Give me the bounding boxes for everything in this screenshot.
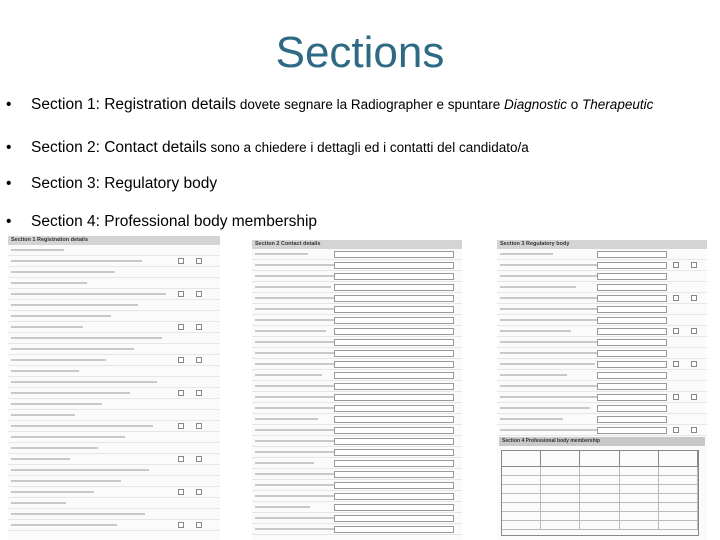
form-row-label-line bbox=[11, 524, 117, 526]
form-row-label-line bbox=[11, 282, 87, 284]
form-field-box bbox=[334, 306, 454, 313]
form-row-label-line bbox=[11, 370, 79, 372]
form-checkbox bbox=[178, 423, 184, 429]
form-row bbox=[252, 359, 462, 370]
form-field-box bbox=[597, 394, 667, 401]
form-header: Section 2 Contact details bbox=[252, 240, 462, 249]
form-checkbox bbox=[196, 258, 202, 264]
form-row-label-line bbox=[255, 330, 326, 332]
form-row-label-line bbox=[11, 293, 166, 295]
form-row-label-line bbox=[500, 286, 576, 288]
form-row bbox=[252, 447, 462, 458]
form-row bbox=[8, 421, 220, 432]
form-checkbox bbox=[196, 390, 202, 396]
form-field-box bbox=[334, 317, 454, 324]
form-field-box bbox=[334, 383, 454, 390]
form-field-box bbox=[334, 273, 454, 280]
form-row-label-line bbox=[255, 418, 318, 420]
form-row bbox=[8, 399, 220, 410]
form-checkbox bbox=[178, 456, 184, 462]
form-checkbox bbox=[691, 394, 697, 400]
form-row bbox=[8, 388, 220, 399]
form-row-label-line bbox=[11, 513, 145, 515]
form-field-box bbox=[334, 504, 454, 511]
form-row bbox=[252, 326, 462, 337]
slide-title: Sections bbox=[275, 28, 445, 77]
form-row-label-line bbox=[11, 271, 115, 273]
form-checkbox bbox=[178, 522, 184, 528]
form-checkbox bbox=[673, 295, 679, 301]
form-row bbox=[497, 348, 707, 359]
form-row bbox=[252, 293, 462, 304]
form-row bbox=[8, 245, 220, 256]
form-row-label-line bbox=[500, 418, 563, 420]
form-row bbox=[497, 293, 707, 304]
bullet-rest: sono a chiedere i dettagli ed i contatti del candidato/a bbox=[206, 140, 529, 155]
form-checkbox bbox=[691, 361, 697, 367]
form-row bbox=[252, 260, 462, 271]
bullet-rest-mid: o bbox=[567, 97, 583, 112]
form-checkbox bbox=[673, 394, 679, 400]
form-header: Section 3 Regulatory body bbox=[497, 240, 707, 249]
form-field-box bbox=[597, 405, 667, 412]
form-checkbox bbox=[673, 328, 679, 334]
form-row bbox=[8, 322, 220, 333]
form-row-label-line bbox=[11, 315, 111, 317]
form-field-box bbox=[597, 284, 667, 291]
form-row bbox=[8, 487, 220, 498]
form-row bbox=[497, 326, 707, 337]
form-row bbox=[8, 454, 220, 465]
form-row bbox=[497, 359, 707, 370]
form-row-label-line bbox=[11, 480, 121, 482]
form-field-box bbox=[597, 306, 667, 313]
form-row-label-line bbox=[11, 436, 125, 438]
form-row-label-line bbox=[255, 506, 310, 508]
form-field-box bbox=[334, 262, 454, 269]
form-field-box bbox=[334, 284, 454, 291]
form-row bbox=[252, 348, 462, 359]
form-row bbox=[497, 249, 707, 260]
form-field-box bbox=[334, 361, 454, 368]
form-row-label-line bbox=[11, 425, 153, 427]
form-checkbox bbox=[178, 291, 184, 297]
form-row bbox=[497, 315, 707, 326]
form-row-label-line bbox=[11, 304, 138, 306]
form-row-label-line bbox=[11, 260, 142, 262]
form-checkbox bbox=[691, 427, 697, 433]
form-row bbox=[8, 344, 220, 355]
form-checkbox bbox=[691, 295, 697, 301]
form-row bbox=[8, 377, 220, 388]
form-row-label-line bbox=[500, 319, 599, 321]
form-field-box bbox=[334, 493, 454, 500]
form-row bbox=[252, 249, 462, 260]
form-row bbox=[497, 260, 707, 271]
form-row bbox=[252, 524, 462, 535]
form-field-box bbox=[597, 361, 667, 368]
form-checkbox bbox=[178, 324, 184, 330]
form-scan-registration bbox=[8, 236, 220, 540]
form-row-label-line bbox=[11, 381, 157, 383]
form-scan-regulatory bbox=[497, 240, 707, 540]
form-row bbox=[8, 355, 220, 366]
form-row bbox=[8, 333, 220, 344]
form-row bbox=[252, 337, 462, 348]
form-checkbox bbox=[196, 489, 202, 495]
form-row bbox=[252, 381, 462, 392]
form-row-label-line bbox=[500, 374, 567, 376]
form-row bbox=[8, 300, 220, 311]
form-row-label-line bbox=[255, 407, 345, 409]
form-row-label-line bbox=[11, 392, 130, 394]
bullet-icon: • bbox=[6, 139, 12, 156]
form-checkbox bbox=[196, 456, 202, 462]
bullet-lead: Section 3: Regulatory body bbox=[31, 175, 218, 192]
form-row bbox=[252, 315, 462, 326]
form-field-box bbox=[597, 350, 667, 357]
form-field-box bbox=[597, 383, 667, 390]
form-row bbox=[497, 337, 707, 348]
form-field-box bbox=[334, 471, 454, 478]
form-row bbox=[497, 425, 707, 436]
form-row bbox=[8, 476, 220, 487]
form-field-box bbox=[334, 526, 454, 533]
bullet-icon: • bbox=[6, 175, 12, 192]
form-field-box bbox=[334, 449, 454, 456]
form-field-box bbox=[334, 438, 454, 445]
form-field-box bbox=[334, 372, 454, 379]
form-field-box bbox=[334, 350, 454, 357]
form-row bbox=[497, 414, 707, 425]
form-checkbox bbox=[178, 258, 184, 264]
form-field-box bbox=[597, 251, 667, 258]
form-row bbox=[252, 502, 462, 513]
form-row bbox=[497, 403, 707, 414]
form-checkbox bbox=[691, 328, 697, 334]
form-field-box bbox=[597, 262, 667, 269]
form-row-label-line bbox=[255, 286, 331, 288]
form-row-label-line bbox=[500, 253, 553, 255]
form-row-label-line bbox=[11, 348, 134, 350]
form-checkbox bbox=[196, 357, 202, 363]
form-subheader: Section 4 Professional body membership bbox=[499, 437, 705, 446]
form-field-box bbox=[334, 251, 454, 258]
form-row-label-line bbox=[11, 359, 106, 361]
form-field-box bbox=[597, 416, 667, 423]
form-field-box bbox=[597, 273, 667, 280]
form-row bbox=[252, 370, 462, 381]
form-field-box bbox=[334, 460, 454, 467]
form-field-box bbox=[334, 482, 454, 489]
bullet-icon: • bbox=[6, 213, 12, 230]
form-checkbox bbox=[691, 262, 697, 268]
form-checkbox bbox=[196, 522, 202, 528]
form-row-label-line bbox=[11, 458, 70, 460]
form-row bbox=[497, 271, 707, 282]
form-row-label-line bbox=[500, 330, 571, 332]
form-field-box bbox=[334, 339, 454, 346]
form-row bbox=[8, 498, 220, 509]
form-scans bbox=[0, 236, 720, 540]
form-row bbox=[252, 304, 462, 315]
form-row bbox=[497, 304, 707, 315]
form-field-box bbox=[597, 372, 667, 379]
form-row-label-line bbox=[11, 403, 102, 405]
form-row bbox=[8, 256, 220, 267]
form-row bbox=[252, 480, 462, 491]
form-row bbox=[252, 282, 462, 293]
form-row bbox=[252, 414, 462, 425]
form-row bbox=[8, 509, 220, 520]
form-row-label-line bbox=[255, 451, 341, 453]
form-checkbox bbox=[673, 427, 679, 433]
form-row bbox=[252, 436, 462, 447]
form-row bbox=[8, 278, 220, 289]
form-row bbox=[497, 370, 707, 381]
form-checkbox bbox=[673, 361, 679, 367]
bullet-icon: • bbox=[6, 96, 12, 113]
form-field-box bbox=[334, 427, 454, 434]
form-checkbox bbox=[196, 423, 202, 429]
membership-table bbox=[501, 450, 699, 536]
form-row-label-line bbox=[500, 363, 595, 365]
form-row bbox=[497, 392, 707, 403]
form-row-label-line bbox=[11, 414, 75, 416]
form-row bbox=[252, 425, 462, 436]
form-field-box bbox=[597, 295, 667, 302]
form-row-label-line bbox=[255, 462, 314, 464]
form-field-box bbox=[334, 295, 454, 302]
bullet-lead: Section 4: Professional body membership bbox=[31, 213, 318, 230]
form-row bbox=[252, 513, 462, 524]
form-checkbox bbox=[196, 324, 202, 330]
form-field-box bbox=[334, 515, 454, 522]
form-field-box bbox=[334, 328, 454, 335]
form-row bbox=[8, 520, 220, 531]
form-checkbox bbox=[196, 291, 202, 297]
form-row-label-line bbox=[255, 374, 322, 376]
form-row bbox=[8, 465, 220, 476]
form-row bbox=[252, 491, 462, 502]
bullet-lead: Section 1: Registration details bbox=[31, 96, 237, 113]
form-row bbox=[252, 271, 462, 282]
form-row bbox=[252, 392, 462, 403]
form-row-label-line bbox=[11, 502, 66, 504]
form-row bbox=[497, 282, 707, 293]
form-row-label-line bbox=[11, 447, 98, 449]
form-field-box bbox=[334, 416, 454, 423]
form-field-box bbox=[597, 339, 667, 346]
form-row bbox=[252, 458, 462, 469]
form-row bbox=[497, 381, 707, 392]
form-row bbox=[8, 366, 220, 377]
form-checkbox bbox=[673, 262, 679, 268]
form-row-label-line bbox=[11, 337, 162, 339]
form-checkbox bbox=[178, 390, 184, 396]
form-row-label-line bbox=[11, 469, 149, 471]
form-field-box bbox=[597, 317, 667, 324]
form-field-box bbox=[597, 427, 667, 434]
form-checkbox bbox=[178, 489, 184, 495]
bullet-emphasis: Diagnostic bbox=[504, 97, 568, 112]
form-field-box bbox=[597, 328, 667, 335]
form-row bbox=[8, 410, 220, 421]
form-row-label-line bbox=[255, 253, 308, 255]
form-row bbox=[252, 403, 462, 414]
form-row-label-line bbox=[11, 326, 83, 328]
form-row-label-line bbox=[500, 407, 590, 409]
form-checkbox bbox=[178, 357, 184, 363]
form-row bbox=[8, 443, 220, 454]
form-field-box bbox=[334, 405, 454, 412]
form-row bbox=[8, 267, 220, 278]
form-row bbox=[8, 311, 220, 322]
form-field-box bbox=[334, 394, 454, 401]
form-row-label-line bbox=[11, 491, 94, 493]
bullet-emphasis: Therapeutic bbox=[582, 97, 654, 112]
form-header: Section 1 Registration details bbox=[8, 236, 220, 245]
form-scan-contact bbox=[252, 240, 462, 540]
form-row-label-line bbox=[500, 275, 603, 277]
form-row-label-line bbox=[255, 495, 337, 497]
bullet-lead: Section 2: Contact details bbox=[31, 139, 207, 156]
form-row bbox=[8, 432, 220, 443]
form-row bbox=[252, 469, 462, 480]
bullet-rest: dovete segnare la Radiographer e spuntare bbox=[236, 97, 504, 112]
form-row-label-line bbox=[11, 249, 64, 251]
form-row bbox=[8, 289, 220, 300]
